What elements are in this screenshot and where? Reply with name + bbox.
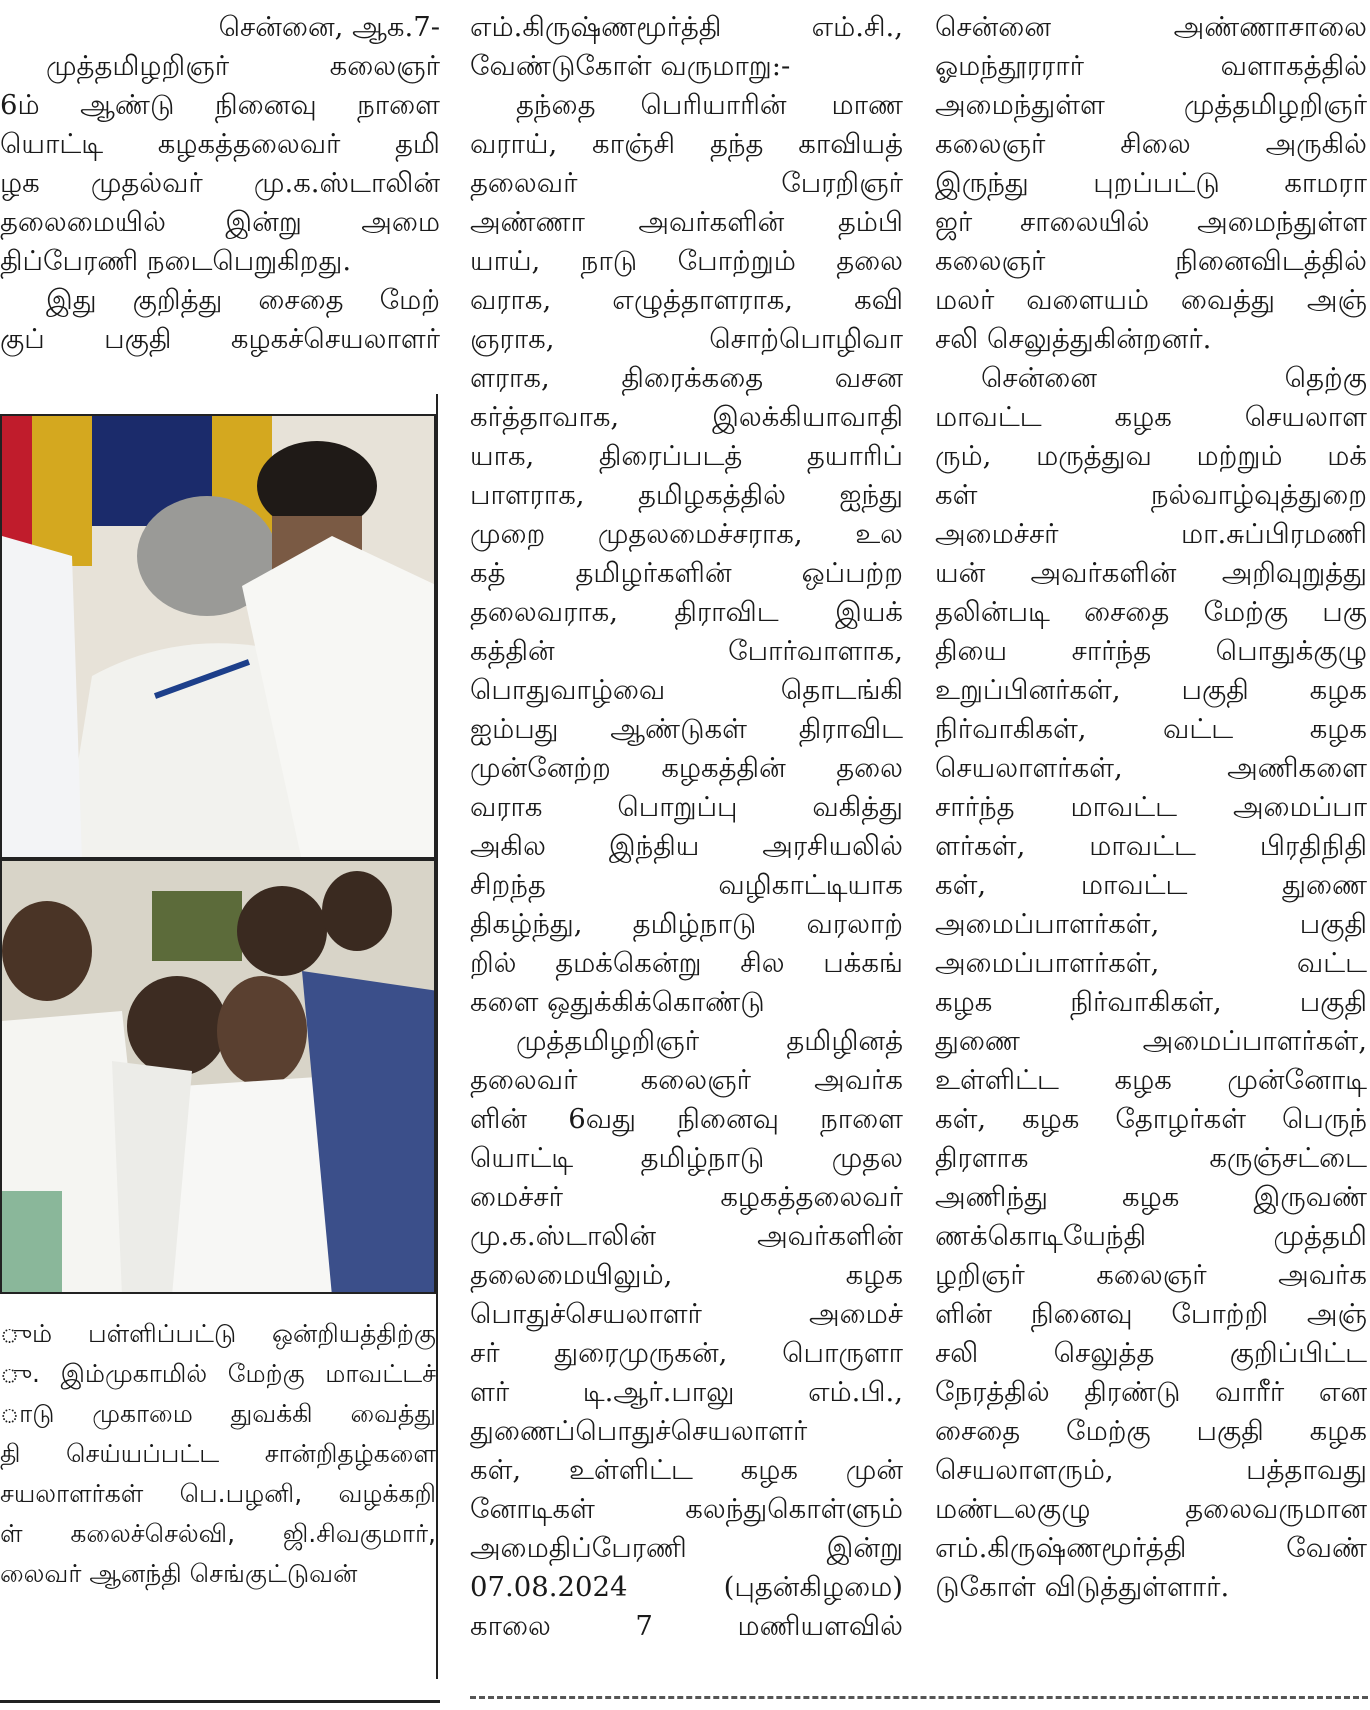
text-line: யொட்டி தமிழ்நாடு முதல	[470, 1142, 903, 1174]
text-line: எம்.கிருஷ்ணமூர்த்தி வேண்	[935, 1532, 1367, 1564]
text-line: செயலாளர்கள், அணிகளை	[935, 752, 1367, 784]
text-line: சைதை மேற்கு பகுதி கழக	[935, 1415, 1367, 1447]
text-line: அணிந்து கழக இருவண்	[935, 1181, 1367, 1213]
text-line: டுகோள் விடுத்துள்ளார்.	[935, 1571, 1230, 1603]
text-line: ஞராக, சொற்பொழிவா	[470, 323, 903, 355]
text-line: வராய், காஞ்சி தந்த காவியத்	[470, 128, 903, 160]
text-line: செயலாளரும், பத்தாவது	[935, 1454, 1367, 1486]
text-line: எம்.கிருஷ்ணமூர்த்தி எம்.சி.,	[470, 11, 903, 43]
text-line: கழக நிர்வாகிகள், பகுதி	[935, 986, 1367, 1018]
divider	[0, 1700, 440, 1703]
text-line: அமைப்பாளர்கள், வட்ட	[935, 947, 1367, 979]
text-line: சர் துரைமுருகன், பொருளா	[470, 1337, 903, 1369]
text-line: அமைப்பாளர்கள், பகுதி	[935, 908, 1367, 940]
text-line: திரளாக கருஞ்சட்டை	[935, 1142, 1367, 1174]
text-line: அமைச்சர் மா.சுப்பிரமணி	[935, 518, 1367, 550]
text-line: தலைமையிலும், கழக	[470, 1259, 903, 1291]
caption-line: தி செய்யப்பட்ட சான்றிதழ்களை	[0, 1439, 436, 1468]
text-line: யன் அவர்களின் அறிவுறுத்து	[935, 557, 1367, 589]
text-line: பொதுவாழ்வை தொடங்கி	[470, 674, 903, 706]
caption-line: லைவர் ஆனந்தி செங்குட்டுவன்	[0, 1559, 358, 1588]
text-line: 6ம் ஆண்டு நினைவு நாளை	[0, 89, 440, 121]
text-line: ணக்கொடியேந்தி முத்தமி	[935, 1220, 1367, 1252]
text-line: தலைமையில் இன்று அமை	[0, 206, 440, 238]
text-line: சென்னை தெற்கு	[981, 362, 1367, 394]
text-line: சலி செலுத்த குறிப்பிட்ட	[935, 1337, 1367, 1369]
column-middle	[470, 8, 903, 1646]
text-line: நேரத்தில் திரண்டு வாரீர் என	[935, 1376, 1367, 1408]
text-line: திப்பேரணி நடைபெறுகிறது.	[0, 245, 352, 277]
text-line: யொட்டி கழகத்தலைவர் தமி	[0, 128, 440, 160]
text-line: இது குறித்து சைதை மேற்	[46, 284, 440, 316]
text-line: யாய், நாடு போற்றும் தலை	[470, 245, 903, 277]
text-line: ளர்கள், மாவட்ட பிரதிநிதி	[935, 830, 1367, 862]
caption-line: ள் கலைச்செல்வி, ஜி.சிவகுமார்,	[0, 1519, 436, 1548]
column-right	[935, 8, 1367, 1607]
text-line: சார்ந்த மாவட்ட அமைப்பா	[935, 791, 1367, 823]
text-line: மு.க.ஸ்டாலின் அவர்களின்	[470, 1220, 903, 1252]
photo-caption	[0, 1314, 436, 1594]
text-line: சிறந்த வழிகாட்டியாக	[470, 869, 903, 901]
text-line: மலர் வளையம் வைத்து அஞ்	[935, 284, 1367, 316]
caption-line: சயலாளர்கள் பெ.பழனி, வழக்கறி	[0, 1479, 436, 1508]
text-line: றில் தமக்கென்று சில பக்கங்	[470, 947, 903, 979]
photo-frame-border	[436, 394, 438, 1679]
text-line: முறை முதலமைச்சராக, உல	[470, 518, 903, 550]
text-line: முத்தமிழறிஞர் கலைஞர்	[46, 50, 440, 82]
divider	[470, 1696, 1368, 1699]
text-line: தலைவர் பேரறிஞர்	[470, 167, 903, 199]
text-line: சலி செலுத்துகின்றனர்.	[935, 323, 1212, 355]
text-line: காலை 7 மணியளவில்	[470, 1610, 903, 1642]
dateline: சென்னை, ஆக.7-	[218, 11, 440, 43]
text-line: துணை அமைப்பாளர்கள்,	[935, 1025, 1367, 1057]
text-line: கலைஞர் சிலை அருகில்	[935, 128, 1367, 160]
text-line: கள் நல்வாழ்வுத்துறை	[935, 479, 1367, 511]
text-line: வராக, எழுத்தாளராக, கவி	[470, 284, 903, 316]
text-line: உறுப்பினர்கள், பகுதி கழக	[935, 674, 1367, 706]
text-line: அண்ணா அவர்களின் தம்பி	[470, 206, 903, 238]
text-line: தியை சார்ந்த பொதுக்குழு	[935, 635, 1367, 667]
news-photo-top	[0, 414, 436, 859]
text-line: கர்த்தாவாக, இலக்கியாவாதி	[470, 401, 903, 433]
text-line: 07.08.2024 (புதன்கிழமை)	[470, 1571, 903, 1603]
text-line: பொதுச்செயலாளர் அமைச்	[470, 1298, 903, 1330]
news-photo-bottom	[0, 859, 436, 1294]
text-line: மண்டலகுழு தலைவருமான	[935, 1493, 1367, 1525]
text-line: அகில இந்திய அரசியலில்	[470, 830, 903, 862]
text-line: ழறிஞர் கலைஞர் அவர்க	[935, 1259, 1367, 1291]
text-line: முன்னேற்ற கழகத்தின் தலை	[470, 752, 903, 784]
caption-line: ு. இம்முகாமில் மேற்கு மாவட்டச்	[0, 1359, 436, 1388]
text-line: யாக, திரைப்படத் தயாரிப்	[470, 440, 903, 472]
text-line: ளின் 6வது நினைவு நாளை	[470, 1103, 903, 1135]
text-line: ளர் டி.ஆர்.பாலு எம்.பி.,	[470, 1376, 903, 1408]
text-line: தலைவர் கலைஞர் அவர்க	[470, 1064, 903, 1096]
text-line: களை ஒதுக்கிக்கொண்டு	[470, 986, 765, 1018]
text-line: கத்தின் போர்வாளாக,	[470, 635, 903, 667]
text-line: ரும், மருத்துவ மற்றும் மக்	[935, 440, 1367, 472]
text-line: நிர்வாகிகள், வட்ட கழக	[935, 713, 1367, 745]
text-line: ளின் நினைவு போற்றி அஞ்	[935, 1298, 1367, 1330]
text-line: னோடிகள் கலந்துகொள்ளும்	[470, 1493, 903, 1525]
photo-illustration	[2, 861, 436, 1294]
text-line: வராக பொறுப்பு வகித்து	[470, 791, 903, 823]
photo-illustration	[2, 416, 436, 859]
column-left	[0, 0, 440, 359]
text-line: துணைப்பொதுச்செயலாளர்	[470, 1415, 808, 1447]
text-line: தலைவராக, திராவிட இயக்	[470, 596, 903, 628]
text-line: அமைந்துள்ள முத்தமிழறிஞர்	[935, 89, 1367, 121]
text-line: ழக முதல்வர் மு.க.ஸ்டாலின்	[0, 167, 440, 199]
text-line: ஜர் சாலையில் அமைந்துள்ள	[935, 206, 1367, 238]
text-line: ளராக, திரைக்கதை வசன	[470, 362, 903, 394]
text-line: மாவட்ட கழக செயலாள	[935, 401, 1367, 433]
text-line: கள், உள்ளிட்ட கழக முன்	[470, 1454, 903, 1486]
text-line: தலின்படி சைதை மேற்கு பகு	[935, 596, 1367, 628]
text-line: கள், கழக தோழர்கள் பெருந்	[935, 1103, 1367, 1135]
text-line: கலைஞர் நினைவிடத்தில்	[935, 245, 1367, 277]
text-line: உள்ளிட்ட கழக முன்னோடி	[935, 1064, 1367, 1096]
text-line: பாளராக, தமிழகத்தில் ஐந்து	[470, 479, 903, 511]
text-line: அமைதிப்பேரணி இன்று	[470, 1532, 903, 1564]
text-line: கத் தமிழர்களின் ஒப்பற்ற	[470, 557, 903, 589]
caption-line: ும் பள்ளிப்பட்டு ஒன்றியத்திற்கு	[0, 1319, 436, 1348]
text-line: ஓமந்தூரரார் வளாகத்தில்	[935, 50, 1367, 82]
text-line: சென்னை அண்ணாசாலை	[935, 11, 1367, 43]
text-line: குப் பகுதி கழகச்செயலாளர்	[0, 323, 440, 355]
text-line: ஐம்பது ஆண்டுகள் திராவிட	[470, 713, 903, 745]
caption-line: ாடு முகாமை துவக்கி வைத்து	[0, 1399, 436, 1428]
text-line: மைச்சர் கழகத்தலைவர்	[470, 1181, 903, 1213]
text-line: கள், மாவட்ட துணை	[935, 869, 1367, 901]
text-line: இருந்து புறப்பட்டு காமரா	[935, 167, 1367, 199]
text-line: முத்தமிழறிஞர் தமிழினத்	[516, 1025, 903, 1057]
text-line: வேண்டுகோள் வருமாறு:-	[470, 50, 791, 82]
text-line: திகழ்ந்து, தமிழ்நாடு வரலாற்	[470, 908, 903, 940]
text-line: தந்தை பெரியாரின் மாண	[516, 89, 903, 121]
